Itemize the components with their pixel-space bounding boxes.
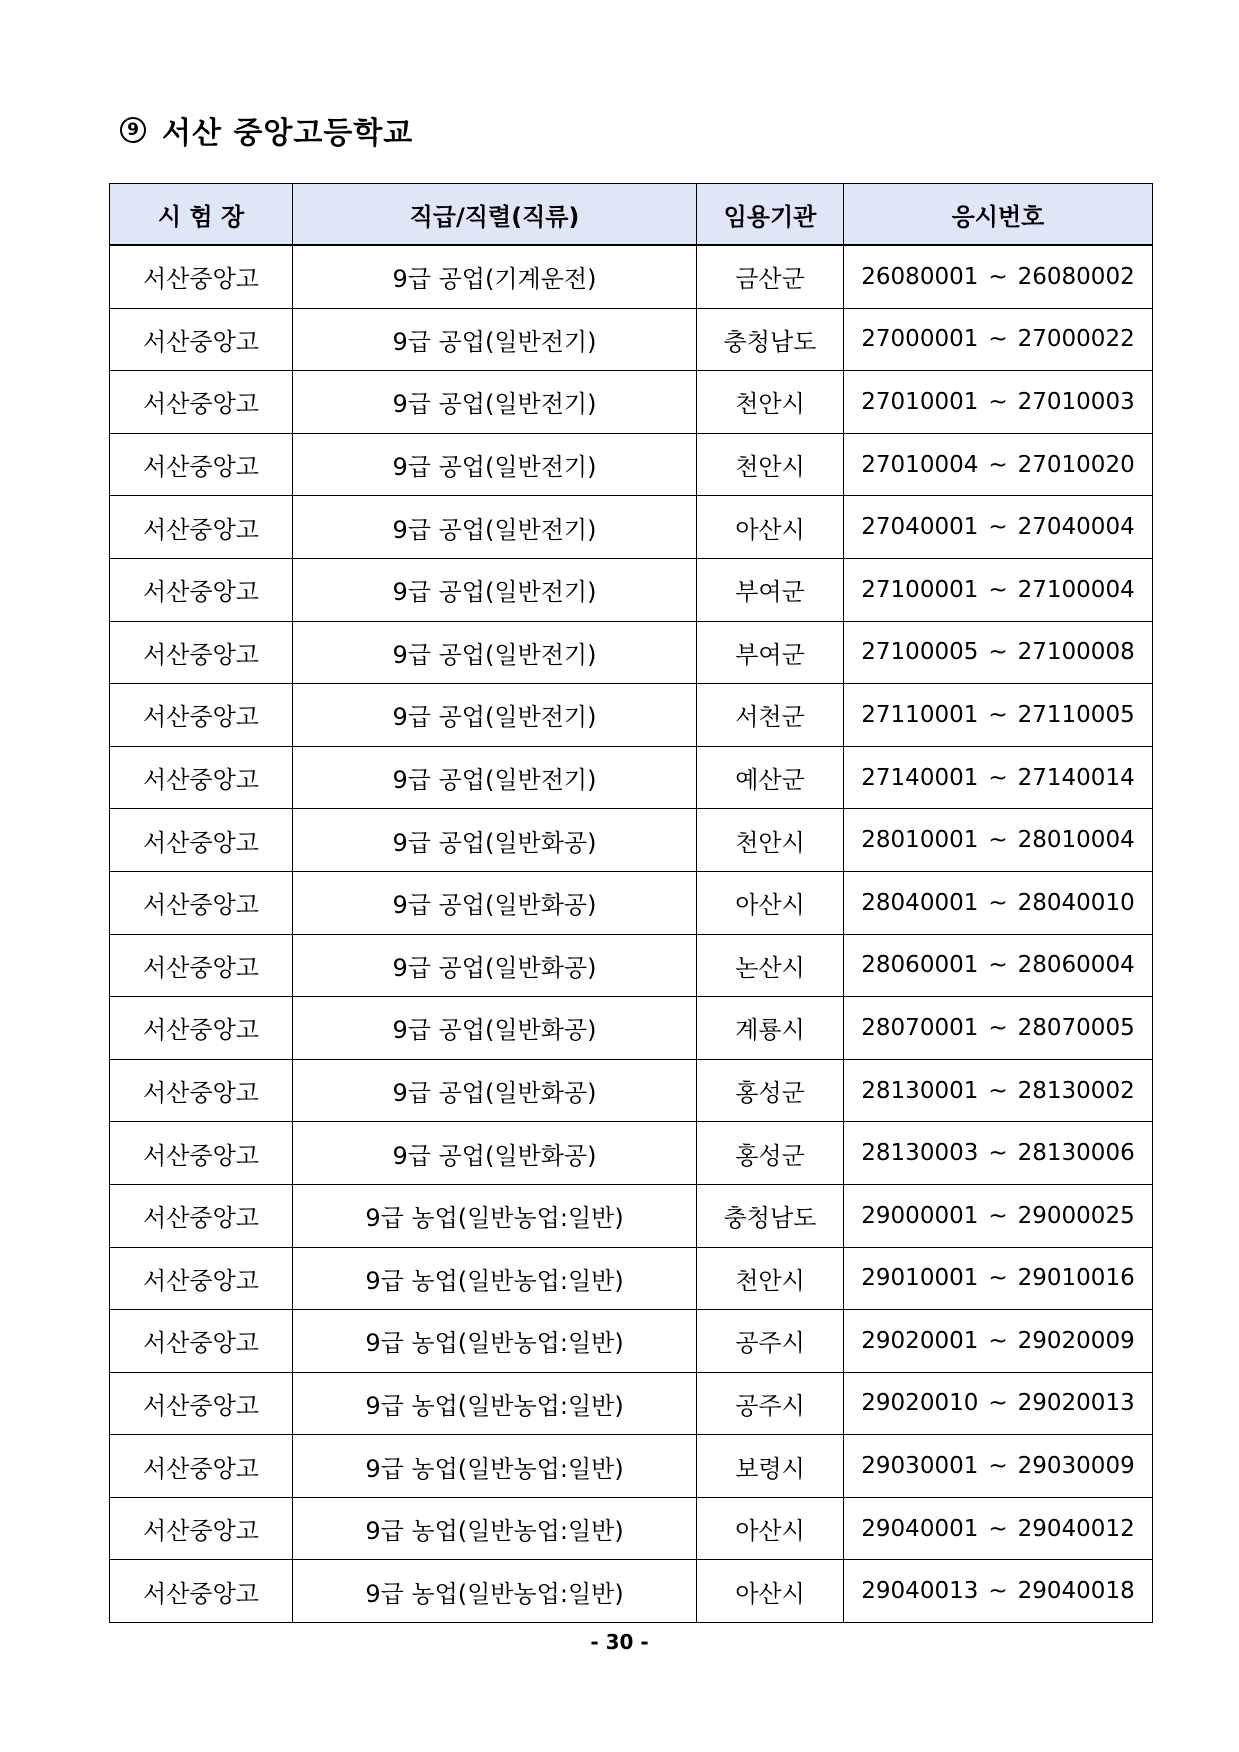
cell-grade: 9급 공업(일반전기) [293,433,697,496]
cell-grade: 9급 공업(일반화공) [293,997,697,1060]
section-title: 서산 중앙고등학교 [162,116,414,151]
table-row [110,871,1153,934]
cell-grade: 9급 농업(일반농업:일반) [293,1184,697,1247]
cell-agency: 천안시 [697,1247,844,1310]
cell-agency: 아산시 [697,871,844,934]
table-row [110,934,1153,997]
exam-number-to: 29030009 [1017,1453,1135,1480]
exam-number-from: 27000001 [861,326,979,353]
exam-number-to: 29000025 [1017,1202,1135,1229]
cell-grade: 9급 농업(일반농업:일반) [293,1247,697,1310]
exam-venue-table [109,183,1153,1623]
table-row [110,1122,1153,1185]
table-row [110,746,1153,809]
exam-number-from: 28040001 [861,889,979,916]
exam-number-to: 29040018 [1017,1578,1135,1605]
range-separator: ~ [988,1453,1008,1480]
table-row [110,371,1153,434]
exam-number-from: 26080001 [861,263,979,290]
cell-grade: 9급 농업(일반농업:일반) [293,1560,697,1623]
range-separator: ~ [988,514,1008,541]
table-row [110,308,1153,371]
cell-exam-number-range [844,1435,1153,1498]
table-row [110,558,1153,621]
cell-agency: 충청남도 [697,1184,844,1247]
cell-grade: 9급 공업(일반화공) [293,1122,697,1185]
cell-agency: 천안시 [697,371,844,434]
exam-number-to: 29040012 [1017,1515,1135,1542]
cell-agency: 천안시 [697,433,844,496]
cell-exam-number-range [844,684,1153,747]
range-separator: ~ [988,764,1008,791]
cell-agency: 아산시 [697,1497,844,1560]
range-separator: ~ [988,263,1008,290]
header-grade: 직급/직렬(직류) [293,184,697,246]
table-row [110,997,1153,1060]
exam-number-from: 28010001 [861,827,979,854]
cell-grade: 9급 공업(일반화공) [293,934,697,997]
cell-exam-number-range [844,308,1153,371]
cell-venue: 서산중앙고 [110,433,293,496]
cell-exam-number-range [844,1310,1153,1373]
range-separator: ~ [988,1140,1008,1167]
exam-number-to: 28130006 [1017,1140,1135,1167]
range-separator: ~ [988,326,1008,353]
cell-exam-number-range [844,433,1153,496]
section-heading [120,108,413,152]
cell-venue: 서산중앙고 [110,1310,293,1373]
cell-agency: 공주시 [697,1310,844,1373]
cell-agency: 아산시 [697,1560,844,1623]
table-row [110,1310,1153,1373]
range-separator: ~ [988,827,1008,854]
cell-venue: 서산중앙고 [110,245,293,308]
cell-agency: 부여군 [697,621,844,684]
exam-number-from: 27140001 [861,764,979,791]
exam-number-to: 28060004 [1017,952,1135,979]
cell-venue: 서산중앙고 [110,997,293,1060]
cell-exam-number-range [844,558,1153,621]
table-row [110,809,1153,872]
cell-exam-number-range [844,934,1153,997]
range-separator: ~ [988,639,1008,666]
range-separator: ~ [988,1327,1008,1354]
range-separator: ~ [988,1390,1008,1417]
header-venue: 시 험 장 [110,184,293,246]
exam-number-to: 28010004 [1017,827,1135,854]
table-row [110,1560,1153,1623]
cell-exam-number-range [844,809,1153,872]
cell-exam-number-range [844,1059,1153,1122]
cell-exam-number-range [844,1497,1153,1560]
cell-agency: 서천군 [697,684,844,747]
cell-exam-number-range [844,871,1153,934]
cell-grade: 9급 농업(일반농업:일반) [293,1435,697,1498]
range-separator: ~ [988,576,1008,603]
exam-number-to: 29020009 [1017,1327,1135,1354]
cell-grade: 9급 공업(일반화공) [293,871,697,934]
exam-number-to: 27100008 [1017,639,1135,666]
table-row [110,433,1153,496]
cell-venue: 서산중앙고 [110,371,293,434]
exam-number-to: 27010003 [1017,388,1135,415]
section-number-badge: 9 [120,117,146,143]
cell-venue: 서산중앙고 [110,1184,293,1247]
cell-venue: 서산중앙고 [110,1247,293,1310]
cell-agency: 아산시 [697,496,844,559]
table-row [110,1247,1153,1310]
cell-grade: 9급 공업(일반전기) [293,496,697,559]
cell-exam-number-range [844,1184,1153,1247]
cell-agency: 계룡시 [697,997,844,1060]
exam-number-to: 29020013 [1017,1390,1135,1417]
exam-number-to: 29010016 [1017,1265,1135,1292]
cell-exam-number-range [844,496,1153,559]
table-row [110,1497,1153,1560]
cell-venue: 서산중앙고 [110,1497,293,1560]
cell-venue: 서산중앙고 [110,746,293,809]
range-separator: ~ [988,1578,1008,1605]
cell-grade: 9급 공업(일반전기) [293,308,697,371]
exam-number-to: 27100004 [1017,576,1135,603]
cell-grade: 9급 공업(일반전기) [293,558,697,621]
cell-agency: 논산시 [697,934,844,997]
exam-number-to: 27010020 [1017,451,1135,478]
cell-venue: 서산중앙고 [110,1560,293,1623]
cell-exam-number-range [844,746,1153,809]
range-separator: ~ [988,701,1008,728]
cell-venue: 서산중앙고 [110,558,293,621]
exam-number-from: 29000001 [861,1202,979,1229]
cell-agency: 부여군 [697,558,844,621]
table-row [110,1059,1153,1122]
range-separator: ~ [988,1014,1008,1041]
exam-number-from: 28060001 [861,952,979,979]
cell-exam-number-range [844,1122,1153,1185]
cell-venue: 서산중앙고 [110,1059,293,1122]
exam-number-to: 27110005 [1017,701,1135,728]
cell-exam-number-range [844,1247,1153,1310]
table-row [110,1372,1153,1435]
exam-number-from: 27100001 [861,576,979,603]
cell-venue: 서산중앙고 [110,684,293,747]
cell-venue: 서산중앙고 [110,1372,293,1435]
cell-grade: 9급 농업(일반농업:일반) [293,1372,697,1435]
cell-venue: 서산중앙고 [110,871,293,934]
exam-number-from: 28130003 [861,1140,979,1167]
cell-exam-number-range [844,371,1153,434]
cell-grade: 9급 공업(일반화공) [293,809,697,872]
header-exam-number: 응시번호 [844,184,1153,246]
exam-number-to: 27040004 [1017,514,1135,541]
range-separator: ~ [988,1265,1008,1292]
exam-number-from: 28070001 [861,1014,979,1041]
table-body [110,245,1153,1623]
cell-agency: 충청남도 [697,308,844,371]
cell-grade: 9급 농업(일반농업:일반) [293,1497,697,1560]
range-separator: ~ [988,1202,1008,1229]
range-separator: ~ [988,1515,1008,1542]
header-agency: 임용기관 [697,184,844,246]
range-separator: ~ [988,388,1008,415]
cell-venue: 서산중앙고 [110,1435,293,1498]
cell-venue: 서산중앙고 [110,1122,293,1185]
cell-agency: 홍성군 [697,1059,844,1122]
exam-number-from: 27040001 [861,514,979,541]
exam-number-from: 27110001 [861,701,979,728]
table-row [110,684,1153,747]
range-separator: ~ [988,1077,1008,1104]
range-separator: ~ [988,451,1008,478]
cell-agency: 금산군 [697,245,844,308]
exam-number-from: 29020001 [861,1327,979,1354]
table-row [110,245,1153,308]
cell-venue: 서산중앙고 [110,621,293,684]
range-separator: ~ [988,952,1008,979]
cell-exam-number-range [844,245,1153,308]
exam-number-to: 27000022 [1017,326,1135,353]
cell-agency: 천안시 [697,809,844,872]
cell-exam-number-range [844,1372,1153,1435]
table-row [110,1435,1153,1498]
cell-grade: 9급 공업(기계운전) [293,245,697,308]
cell-exam-number-range [844,997,1153,1060]
cell-grade: 9급 공업(일반전기) [293,371,697,434]
exam-number-to: 28130002 [1017,1077,1135,1104]
table-header-row [110,184,1153,246]
cell-grade: 9급 공업(일반전기) [293,746,697,809]
exam-number-from: 29040001 [861,1515,979,1542]
page-number: - 30 - [590,1630,649,1654]
table-row [110,1184,1153,1247]
exam-number-from: 29010001 [861,1265,979,1292]
cell-agency: 예산군 [697,746,844,809]
cell-venue: 서산중앙고 [110,934,293,997]
exam-number-from: 27010001 [861,388,979,415]
cell-venue: 서산중앙고 [110,496,293,559]
cell-grade: 9급 공업(일반전기) [293,684,697,747]
cell-venue: 서산중앙고 [110,809,293,872]
exam-number-to: 27140014 [1017,764,1135,791]
cell-exam-number-range [844,1560,1153,1623]
cell-exam-number-range [844,621,1153,684]
exam-number-to: 28070005 [1017,1014,1135,1041]
table-row [110,496,1153,559]
exam-number-from: 27100005 [861,639,979,666]
exam-number-from: 29030001 [861,1453,979,1480]
cell-agency: 홍성군 [697,1122,844,1185]
exam-number-from: 27010004 [861,451,979,478]
cell-grade: 9급 공업(일반화공) [293,1059,697,1122]
cell-grade: 9급 농업(일반농업:일반) [293,1310,697,1373]
exam-number-to: 28040010 [1017,889,1135,916]
exam-number-to: 26080002 [1017,263,1135,290]
exam-number-from: 29040013 [861,1578,979,1605]
table-row [110,621,1153,684]
cell-agency: 보령시 [697,1435,844,1498]
cell-agency: 공주시 [697,1372,844,1435]
exam-number-from: 28130001 [861,1077,979,1104]
exam-number-from: 29020010 [861,1390,979,1417]
cell-grade: 9급 공업(일반전기) [293,621,697,684]
range-separator: ~ [988,889,1008,916]
cell-venue: 서산중앙고 [110,308,293,371]
